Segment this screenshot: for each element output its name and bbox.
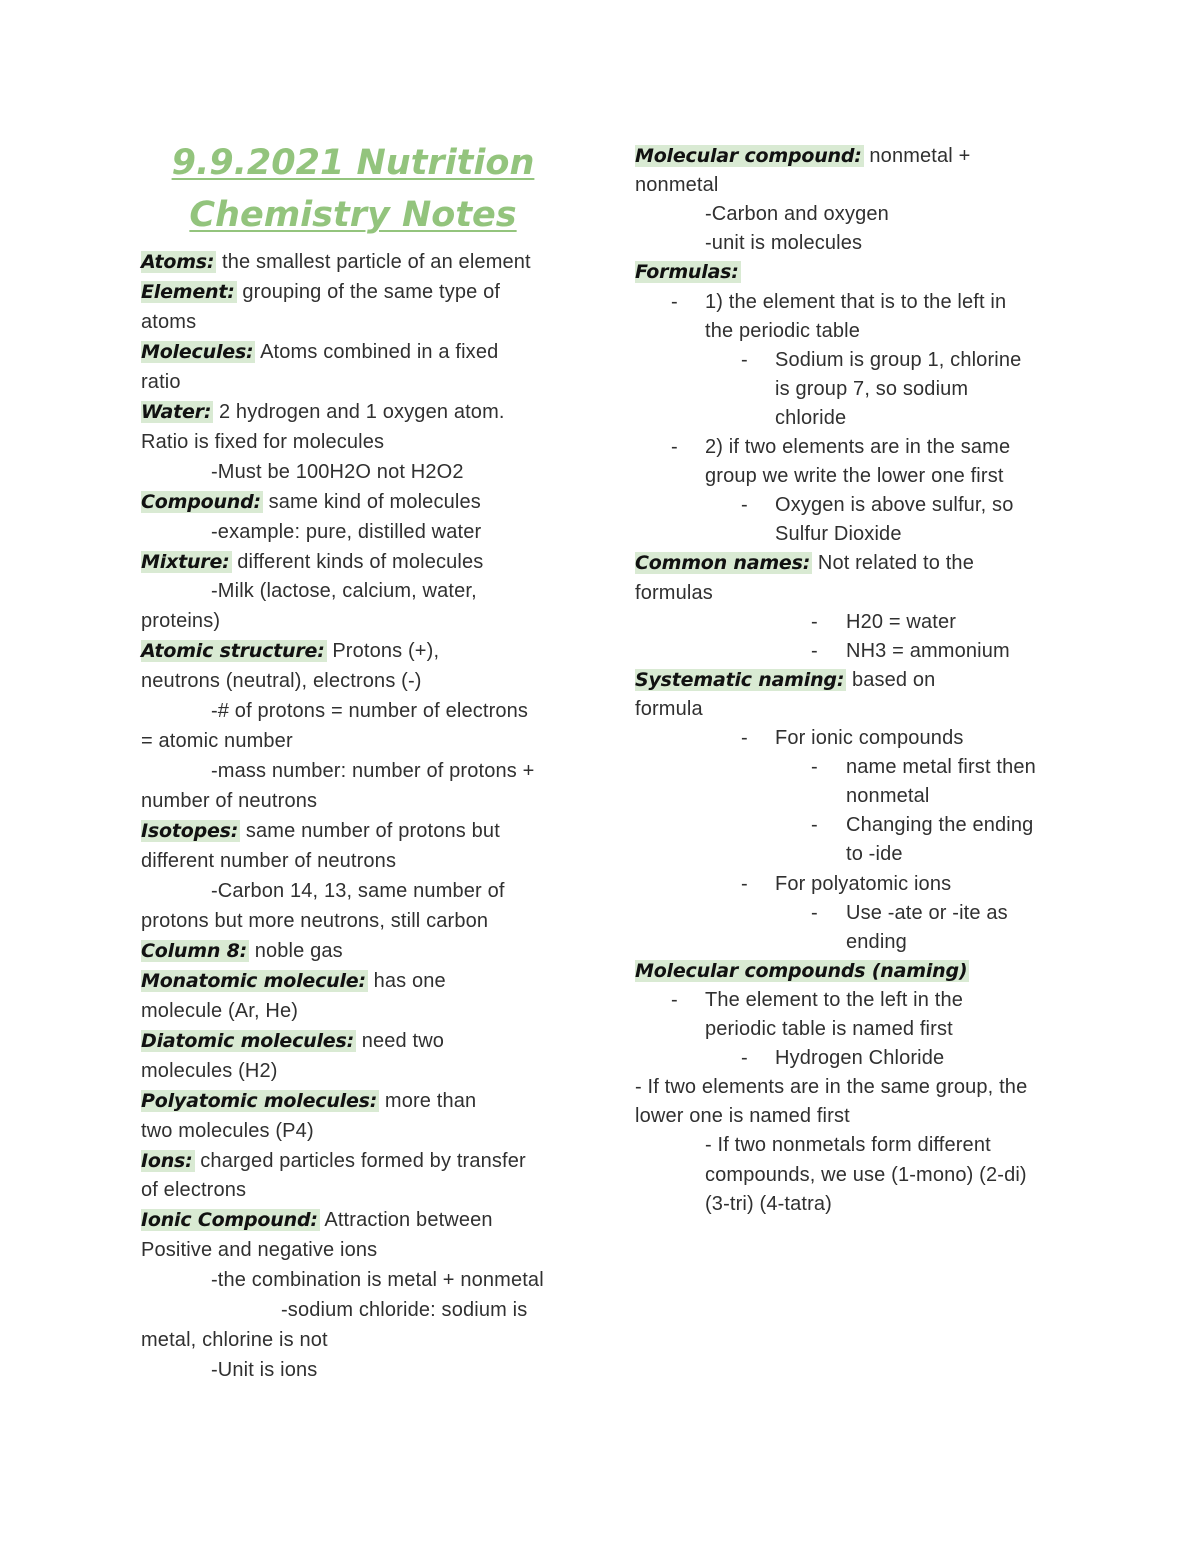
note-line (141, 488, 481, 516)
note-line (141, 1326, 328, 1354)
note-text: = atomic number (141, 730, 293, 752)
term-highlight: Molecules: (141, 341, 254, 363)
list-bullet: - (811, 756, 818, 778)
note-line (635, 142, 970, 170)
note-text: - If two nonmetals form different (705, 1134, 991, 1156)
note-line (211, 757, 534, 785)
note-line (635, 549, 974, 577)
note-line (141, 847, 396, 875)
note-line (775, 346, 1021, 374)
note-line (635, 1102, 850, 1130)
note-line (705, 1161, 1027, 1189)
note-line (141, 548, 483, 576)
page-title-line-1: 9.9.2021 Nutrition (171, 143, 535, 183)
note-text: of electrons (141, 1179, 247, 1201)
list-bullet: - (671, 989, 678, 1011)
term-highlight: Atoms: (141, 251, 215, 273)
term-highlight: Common names: (635, 552, 811, 574)
note-text: -Unit is ions (211, 1359, 318, 1381)
note-text: ending (846, 931, 907, 953)
note-text: name metal first then (846, 756, 1036, 778)
note-text: Oxygen is above sulfur, so (775, 494, 1014, 516)
list-bullet: - (811, 814, 818, 836)
note-text: same kind of molecules (262, 491, 481, 513)
note-line (775, 724, 964, 752)
term-highlight: Compound: (141, 491, 261, 513)
note-text: proteins) (141, 610, 221, 632)
note-line (775, 1044, 944, 1072)
note-text: formulas (635, 582, 713, 604)
list-bullet: - (741, 349, 748, 371)
page-title-line-2: Chemistry Notes (189, 195, 517, 235)
note-line (141, 398, 505, 426)
note-text: number of neutrons (141, 790, 318, 812)
note-line (846, 637, 1010, 665)
note-line (141, 817, 500, 845)
note-text: nonmetal (846, 785, 930, 807)
note-text: molecules (H2) (141, 1060, 278, 1082)
note-text: need two (355, 1030, 445, 1052)
term-highlight: Mixture: (141, 551, 230, 573)
note-line (141, 907, 488, 935)
note-line (141, 1057, 278, 1085)
note-text: metal, chlorine is not (141, 1329, 328, 1351)
term-highlight: Molecular compounds (naming) (635, 960, 968, 982)
note-line (775, 491, 1013, 519)
note-text: -unit is molecules (705, 232, 863, 254)
note-line (141, 607, 220, 635)
note-line (281, 1296, 527, 1324)
note-line (705, 433, 1010, 461)
note-line (775, 375, 968, 403)
note-line (141, 1117, 314, 1145)
note-text: different kinds of molecules (231, 551, 484, 573)
note-line (141, 1087, 476, 1115)
note-line (211, 458, 464, 486)
note-text: -the combination is metal + nonmetal (211, 1269, 544, 1291)
note-text: nonmetal + (863, 145, 971, 167)
note-line (141, 637, 439, 665)
note-line (141, 667, 422, 695)
note-text: Protons (+), (326, 640, 440, 662)
note-line (846, 782, 929, 810)
note-line (705, 1015, 953, 1043)
note-line (635, 695, 703, 723)
note-line (141, 338, 498, 366)
note-text: more than (379, 1090, 477, 1112)
note-line (705, 1131, 991, 1159)
note-line (635, 1073, 1027, 1101)
term-highlight: Isotopes: (141, 820, 239, 842)
note-text: -mass number: number of protons + (211, 760, 535, 782)
note-text: Atoms combined in a fixed (255, 341, 499, 363)
list-bullet: - (811, 640, 818, 662)
note-text: charged particles formed by transfer (194, 1150, 526, 1172)
note-line (705, 200, 889, 228)
note-text: Not related to the (812, 552, 974, 574)
note-text: Attraction between (319, 1209, 493, 1231)
note-line (635, 258, 741, 286)
list-bullet: - (741, 873, 748, 895)
note-text: Changing the ending (846, 814, 1034, 836)
note-line (141, 248, 531, 276)
note-text: 2) if two elements are in the same (705, 436, 1011, 458)
note-line (705, 462, 1004, 490)
note-line (635, 666, 935, 694)
note-text: -sodium chloride: sodium is (281, 1299, 528, 1321)
note-line (141, 1176, 246, 1204)
term-highlight: Formulas: (635, 261, 739, 283)
note-line (141, 428, 384, 456)
note-text: Use -ate or -ite as (846, 902, 1008, 924)
note-text: molecule (Ar, He) (141, 1000, 299, 1022)
note-text: compounds, we use (1-mono) (2-di) (705, 1164, 1027, 1186)
note-line (705, 986, 963, 1014)
note-text: is group 7, so sodium (775, 378, 969, 400)
note-line (775, 870, 951, 898)
note-text: to -ide (846, 843, 903, 865)
note-line (705, 317, 860, 345)
note-text: -Milk (lactose, calcium, water, (211, 580, 477, 602)
note-line (846, 899, 1008, 927)
term-highlight: Molecular compound: (635, 145, 862, 167)
note-text: noble gas (249, 940, 343, 962)
term-highlight: Ionic Compound: (141, 1209, 318, 1231)
note-text: formula (635, 698, 703, 720)
note-text: Ratio is fixed for molecules (141, 431, 385, 453)
note-line (211, 1356, 317, 1384)
note-text: the periodic table (705, 320, 861, 342)
note-text: - If two elements are in the same group, the (635, 1076, 1028, 1098)
note-text: The element to the left in the (705, 989, 963, 1011)
note-text: NH3 = ammonium (846, 640, 1010, 662)
note-text: has one (367, 970, 446, 992)
note-text: same number of protons but (240, 820, 500, 842)
note-text: -Must be 100H2O not H2O2 (211, 461, 464, 483)
note-text: Sulfur Dioxide (775, 523, 902, 545)
note-line (846, 840, 903, 868)
note-text: nonmetal (635, 174, 719, 196)
list-bullet: - (811, 611, 818, 633)
term-highlight: Diatomic molecules: (141, 1030, 354, 1052)
note-line (141, 997, 298, 1025)
note-line (775, 520, 902, 548)
term-highlight: Polyatomic molecules: (141, 1090, 378, 1112)
note-line (211, 518, 481, 546)
note-line (846, 928, 907, 956)
term-highlight: Element: (141, 281, 235, 303)
note-text: 2 hydrogen and 1 oxygen atom. (213, 401, 505, 423)
note-line (141, 1027, 444, 1055)
note-line (705, 288, 1006, 316)
note-line (211, 577, 477, 605)
note-text: atoms (141, 311, 197, 333)
note-line (846, 811, 1033, 839)
note-text: based on (846, 669, 936, 691)
list-bullet: - (741, 1047, 748, 1069)
note-text: For polyatomic ions (775, 873, 952, 895)
term-highlight: Monatomic molecule: (141, 970, 366, 992)
term-highlight: Water: (141, 401, 212, 423)
note-line (635, 957, 969, 985)
note-line (141, 308, 196, 336)
note-text: ratio (141, 371, 181, 393)
note-text: periodic table is named first (705, 1018, 953, 1040)
note-text: neutrons (neutral), electrons (-) (141, 670, 422, 692)
note-text: chloride (775, 407, 847, 429)
note-line (211, 697, 528, 725)
note-text: Hydrogen Chloride (775, 1047, 945, 1069)
note-line (846, 753, 1036, 781)
note-line (141, 967, 446, 995)
note-text: Sodium is group 1, chlorine (775, 349, 1022, 371)
note-text: -Carbon and oxygen (705, 203, 889, 225)
term-highlight: Ions: (141, 1150, 193, 1172)
note-line (211, 877, 505, 905)
note-line (141, 787, 317, 815)
note-line (141, 1206, 493, 1234)
note-text: 1) the element that is to the left in (705, 291, 1007, 313)
note-text: different number of neutrons (141, 850, 397, 872)
note-text: -Carbon 14, 13, same number of (211, 880, 505, 902)
term-highlight: Column 8: (141, 940, 247, 962)
list-bullet: - (811, 902, 818, 924)
note-text: For ionic compounds (775, 727, 964, 749)
list-bullet: - (671, 291, 678, 313)
note-line (141, 1147, 526, 1175)
list-bullet: - (671, 436, 678, 458)
note-text: group we write the lower one first (705, 465, 1004, 487)
note-line (141, 727, 293, 755)
note-line (705, 1190, 832, 1218)
note-line (846, 608, 956, 636)
term-highlight: Atomic structure: (141, 640, 325, 662)
note-line (775, 404, 846, 432)
note-line (635, 579, 713, 607)
note-line (141, 937, 343, 965)
note-text: Positive and negative ions (141, 1239, 378, 1261)
note-text: the smallest particle of an element (216, 251, 531, 273)
note-text: protons but more neutrons, still carbon (141, 910, 489, 932)
note-text: (3-tri) (4-tatra) (705, 1193, 832, 1215)
note-line (141, 278, 500, 306)
note-line (141, 368, 181, 396)
note-line (141, 1236, 377, 1264)
note-line (211, 1266, 544, 1294)
list-bullet: - (741, 727, 748, 749)
note-text: -example: pure, distilled water (211, 521, 482, 543)
note-text: lower one is named first (635, 1105, 850, 1127)
term-highlight: Systematic naming: (635, 669, 845, 691)
note-text: grouping of the same type of (236, 281, 501, 303)
note-line (705, 229, 862, 257)
note-text: -# of protons = number of electrons (211, 700, 529, 722)
list-bullet: - (741, 494, 748, 516)
note-line (635, 171, 718, 199)
note-text: two molecules (P4) (141, 1120, 314, 1142)
note-text: H20 = water (846, 611, 957, 633)
